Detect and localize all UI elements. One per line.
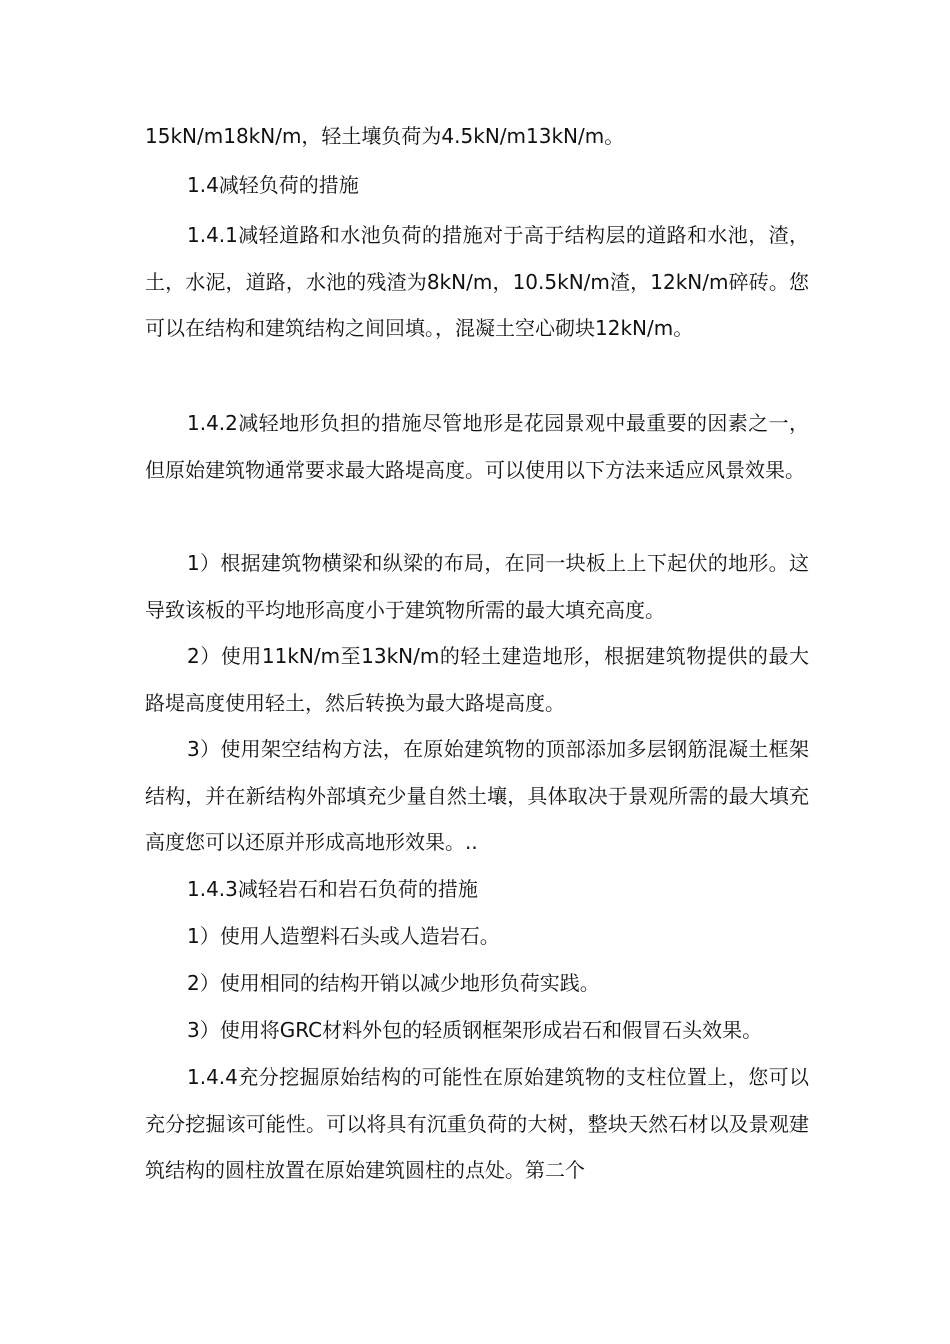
paragraph-1-4-1: 1.4.1减轻道路和水池负荷的措施对于高于结构层的道路和水池，渣，土，水泥，道路，水池的残渣为8kN/m，10.5kN/m渣，12kN/m碎砖。您可以在结构和建筑结构之间回填。，混凝土空心砌块12kN/m。 <box>145 223 809 340</box>
list-item-1: 1）根据建筑物横梁和纵梁的布局，在同一块板上上下起伏的地形。这导致该板的平均地形高度小于建筑物所需的最大填充高度。 <box>145 551 809 622</box>
rock-item-1: 1）使用人造塑料石头或人造岩石。 <box>187 924 500 948</box>
rock-item-2: 2）使用相同的结构开销以减少地形负荷实践。 <box>187 971 600 995</box>
rock-item-3: 3）使用将GRC材料外包的轻质钢框架形成岩石和假冒石头效果。 <box>187 1018 763 1042</box>
list-item-2: 2）使用11kN/m至13kN/m的轻土建造地形，根据建筑物提供的最大路堤高度使用轻土，然后转换为最大路堤高度。 <box>145 644 809 715</box>
paragraph-1-4-4: 1.4.4充分挖掘原始结构的可能性在原始建筑物的支柱位置上，您可以充分挖掘该可能性。可以将具有沉重负荷的大树，整块天然石材以及景观建筑结构的圆柱放置在原始建筑圆柱的点处。第二个 <box>145 1065 809 1182</box>
paragraph-load-values: 15kN/m18kN/m，轻土壤负荷为4.5kN/m13kN/m。 <box>145 124 625 148</box>
heading-1-4-3: 1.4.3减轻岩石和岩石负荷的措施 <box>187 877 478 901</box>
list-item-3: 3）使用架空结构方法，在原始建筑物的顶部添加多层钢筋混凝土框架结构，并在新结构外部填充少量自然土壤，具体取决于景观所需的最大填充高度您可以还原并形成高地形效果。.. <box>145 737 809 854</box>
heading-1-4: 1.4减轻负荷的措施 <box>187 173 359 197</box>
paragraph-1-4-2: 1.4.2减轻地形负担的措施尽管地形是花园景观中最重要的因素之一，但原始建筑物通常要求最大路堤高度。可以使用以下方法来适应风景效果。 <box>145 411 809 482</box>
